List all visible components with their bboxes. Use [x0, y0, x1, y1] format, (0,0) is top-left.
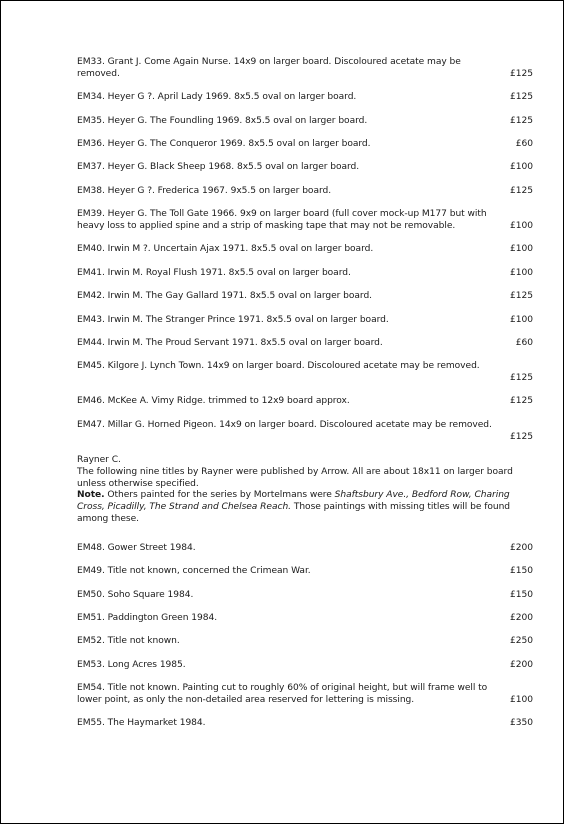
entry-description: EM43. Irwin M. The Stranger Prince 1971. 8x5.5 oval on larger board. — [77, 314, 389, 325]
entry-price: £125 — [510, 115, 533, 126]
entry-description: EM36. Heyer G. The Conqueror 1969. 8x5.5 oval on larger board. — [77, 138, 371, 149]
catalogue-entry — [77, 162, 533, 174]
catalogue-entry — [77, 315, 533, 327]
entry-description: EM38. Heyer G ?. Frederica 1967. 9x5.5 on larger board. — [77, 185, 332, 196]
catalogue-entry — [77, 57, 533, 81]
catalogue-entry — [77, 683, 533, 707]
entry-price: £125 — [510, 373, 533, 384]
entry-description: EM42. Irwin M. The Gay Gallard 1971. 8x5.5 oval on larger board. — [77, 291, 373, 302]
catalogue-entry — [77, 139, 533, 151]
entry-description: EM41. Irwin M. Royal Flush 1971. 8x5.5 oval on larger board. — [77, 267, 351, 278]
entry-price: £200 — [510, 613, 533, 623]
rayner-intro: The following nine titles by Rayner were published by Arrow. All are about 18x11 on larger board unless otherwise specified. — [77, 466, 513, 489]
entry-list-rayner — [77, 543, 533, 730]
entry-description: EM39. Heyer G. The Toll Gate 1966. 9x9 on larger board (full cover mock-up M177 but with heavy loss to applied spine and a strip of masking tape that may not be removable. — [77, 209, 487, 231]
entry-price: £100 — [510, 162, 533, 173]
rayner-heading: Rayner C. — [77, 455, 121, 466]
entry-description: EM54. Title not known. Painting cut to roughly 60% of original height, but will frame well to lower point, as only the non-detailed area reserved for lettering is missing. — [77, 683, 488, 705]
entry-description: EM50. Soho Square 1984. — [77, 589, 194, 600]
catalogue-entry — [77, 291, 533, 303]
entry-description: EM46. McKee A. Vimy Ridge. trimmed to 12x9 board approx. — [77, 396, 350, 407]
entry-description: EM51. Paddington Green 1984. — [77, 613, 218, 623]
entry-price: £150 — [510, 566, 533, 577]
catalogue-entry — [77, 566, 533, 578]
entry-list-grant-to-millar — [77, 57, 533, 443]
entry-description: EM47. Millar G. Horned Pigeon. 14x9 on larger board. Discoloured acetate may be removed. — [77, 419, 492, 430]
entry-price: £60 — [515, 337, 533, 348]
entry-price: £250 — [510, 636, 533, 647]
note-label: Note. — [77, 490, 105, 501]
entry-price: £125 — [510, 92, 533, 103]
rayner-note — [77, 490, 533, 525]
entry-description: EM52. Title not known. — [77, 636, 180, 647]
catalogue-entry — [77, 543, 533, 555]
note-text-2: Those paintings with missing titles will be found among these. — [77, 502, 511, 525]
entry-description: EM40. Irwin M ?. Uncertain Ajax 1971. 8x5.5 oval on larger board. — [77, 244, 374, 255]
note-titles: Shaftsbury Ave., Bedford Row, Charing Cross, Picadilly, The Strand and Chelsea Reach. — [77, 490, 510, 513]
entry-price: £125 — [510, 291, 533, 302]
entry-description: EM44. Irwin M. The Proud Servant 1971. 8x5.5 oval on larger board. — [77, 337, 383, 348]
entry-description: EM55. The Haymarket 1984. — [77, 718, 206, 729]
entry-price: £100 — [510, 220, 533, 231]
catalogue-entry — [77, 718, 533, 730]
catalogue-entry — [77, 420, 533, 444]
rayner-section-intro — [77, 455, 533, 526]
catalogue-entry — [77, 209, 533, 233]
entry-description: EM45. Kilgore J. Lynch Town. 14x9 on larger board. Discoloured acetate may be removed. — [77, 361, 480, 372]
catalogue-entry — [77, 186, 533, 198]
entry-price: £60 — [515, 138, 533, 149]
entry-price: £350 — [510, 718, 533, 729]
note-text-1: Others painted for the series by Mortelmans were — [104, 490, 335, 501]
entry-description: EM53. Long Acres 1985. — [77, 659, 186, 670]
entry-price: £100 — [510, 694, 533, 705]
catalogue-entry — [77, 92, 533, 104]
entry-price: £200 — [510, 659, 533, 670]
catalogue-entry — [77, 660, 533, 672]
catalogue-entry — [77, 338, 533, 350]
catalogue-entry — [77, 636, 533, 648]
entry-price: £125 — [510, 68, 533, 79]
entry-description: EM48. Gower Street 1984. — [77, 542, 196, 553]
entry-price: £100 — [510, 314, 533, 325]
catalogue-entry — [77, 244, 533, 256]
entry-description: EM49. Title not known, concerned the Crimean War. — [77, 566, 311, 577]
entry-price: £125 — [510, 396, 533, 407]
catalogue-entry — [77, 613, 533, 625]
entry-price: £100 — [510, 267, 533, 278]
entry-price: £125 — [510, 431, 533, 442]
catalogue-entry — [77, 590, 533, 602]
catalogue-entry — [77, 116, 533, 128]
catalogue-entry — [77, 268, 533, 280]
entry-price: £100 — [510, 244, 533, 255]
entry-price: £150 — [510, 589, 533, 600]
catalogue-entry — [77, 361, 533, 385]
entry-price: £125 — [510, 185, 533, 196]
catalogue-entry — [77, 396, 533, 408]
entry-description: EM35. Heyer G. The Foundling 1969. 8x5.5 oval on larger board. — [77, 115, 368, 126]
entry-description: EM37. Heyer G. Black Sheep 1968. 8x5.5 oval on larger board. — [77, 162, 360, 173]
entry-description: EM34. Heyer G ?. April Lady 1969. 8x5.5 oval on larger board. — [77, 92, 357, 103]
entry-description: EM33. Grant J. Come Again Nurse. 14x9 on larger board. Discoloured acetate may be removed. — [77, 57, 461, 79]
entry-price: £200 — [510, 542, 533, 553]
catalogue-list — [77, 57, 533, 742]
